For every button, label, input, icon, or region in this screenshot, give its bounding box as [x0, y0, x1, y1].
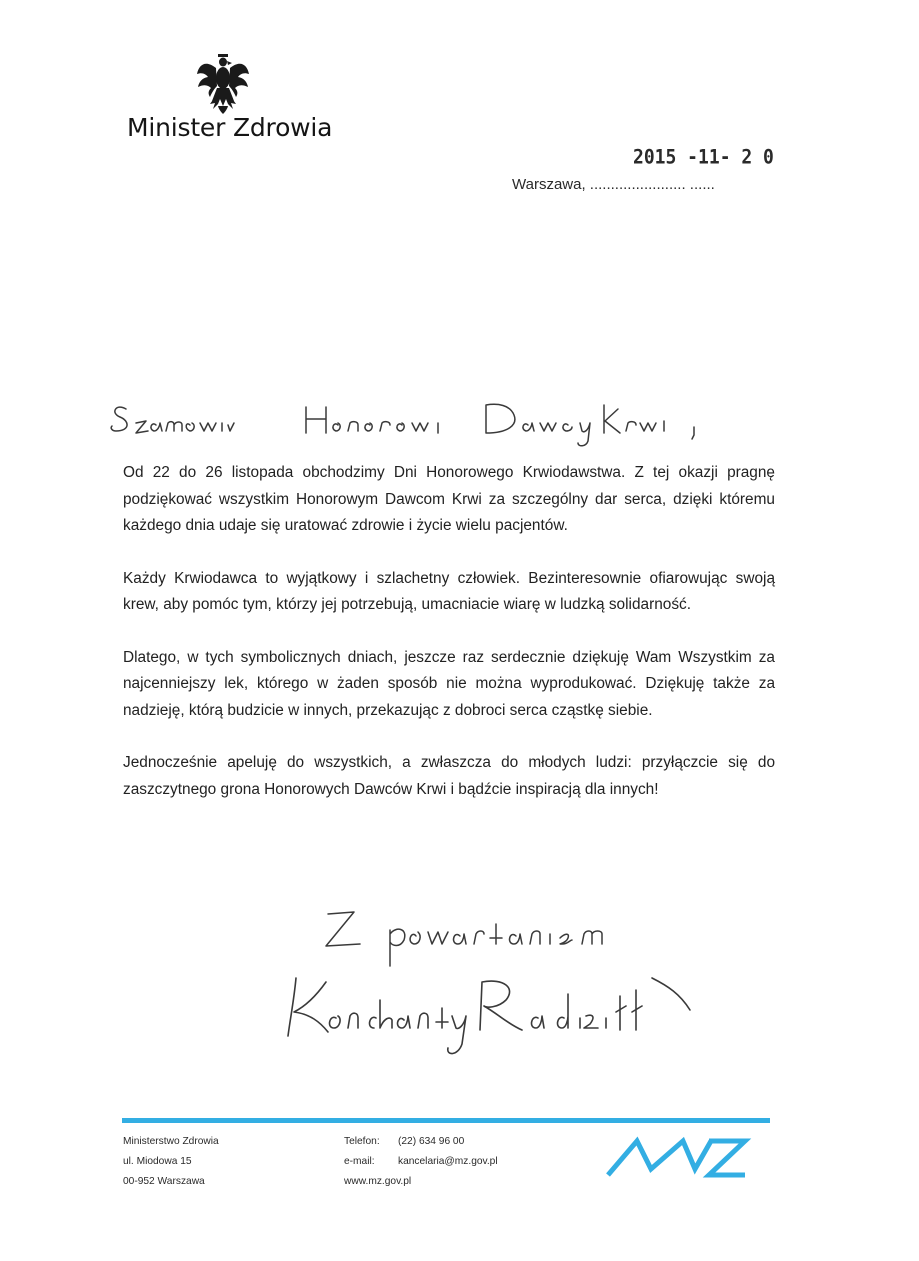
- phone-number: (22) 634 96 00: [398, 1136, 465, 1147]
- polish-eagle-icon: [196, 54, 250, 114]
- letter-body: [123, 460, 775, 829]
- footer-address-line: ul. Miodowa 15: [123, 1156, 192, 1167]
- email-label: e-mail:: [344, 1156, 375, 1167]
- handwritten-salutation: [108, 395, 708, 455]
- letter-paragraph: Każdy Krwiodawca to wyjątkowy i szlachetny człowiek. Bezinteresownie ofiarowując swoją krew, aby pomóc tym, którzy jej potrzebują, umacniacie wiarę w ludzką solidarność.: [123, 569, 775, 613]
- website-link: www.mz.gov.pl: [344, 1176, 412, 1187]
- footer-email-row: [344, 1152, 498, 1172]
- footer-phone-row: [344, 1132, 498, 1152]
- footer-address-line: Ministerstwo Zdrowia: [123, 1136, 219, 1147]
- ministry-title: Minister Zdrowia: [127, 113, 333, 142]
- letter-paragraph: Jednocześnie apeluję do wszystkich, a zwłaszcza do młodych ludzi: przyłączcie się do zaszczytnego grona Honorowych Dawców Krwi i bądźcie inspiracją dla innych!: [123, 754, 775, 798]
- footer-website-row: [344, 1172, 498, 1192]
- phone-label: Telefon:: [344, 1136, 380, 1147]
- place-date-line: Warszawa, ....................... ......: [512, 176, 715, 193]
- letter-paragraph: Dlatego, w tych symbolicznych dniach, jeszcze raz serdecznie dziękuję Wam Wszystkim za najcenniejszy lek, którego w żaden sposób nie można wyprodukować. Dziękuję także za nadzieję, którą budzicie w innych, przekazując z dobroci serca cząstkę siebie.: [123, 648, 775, 719]
- letter-paragraph: Od 22 do 26 listopada obchodzimy Dni Honorowego Krwiodawstwa. Z tej okazji pragnę podziękować wszystkim Honorowym Dawcom Krwi za szczególny dar serca, dzięki któremu każdego dnia udaje się uratować zdrowie i życie wielu pacjentów.: [123, 464, 775, 534]
- footer-divider: [122, 1118, 770, 1123]
- footer-address: [123, 1132, 219, 1192]
- signature: [280, 960, 700, 1060]
- mz-logo-icon: [603, 1133, 753, 1183]
- email-address: kancelaria@mz.gov.pl: [398, 1156, 498, 1167]
- date-stamp: 2015 -11- 2 0: [633, 145, 774, 170]
- footer-address-line: 00-952 Warszawa: [123, 1176, 205, 1187]
- footer-contact: [344, 1132, 498, 1192]
